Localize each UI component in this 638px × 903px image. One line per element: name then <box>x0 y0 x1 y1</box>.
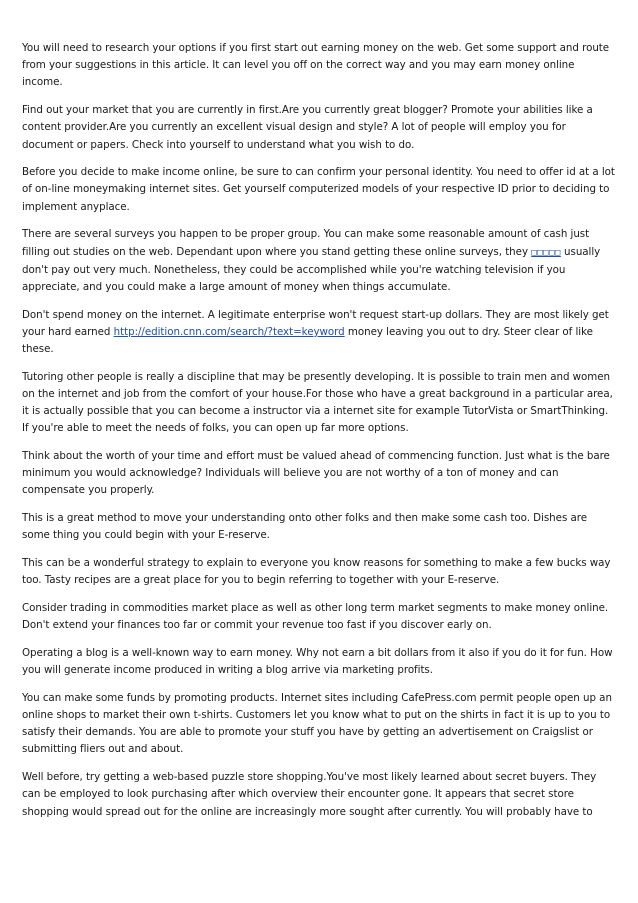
paragraph-4-text-before: There are several surveys you happen to be proper group. You can make some reasonable amount of cash just filling out studies on the web. Dependant upon where you stand getting these online surveys, they <box>22 228 590 258</box>
paragraph-13: Well before, try getting a web-based puzzle store shopping.You've most likely learned about secret buyers. They can be employed to look purchasing after which overview their encounter gone. It appears that secret store shopping would spread out for the online are increasingly more sought after currently. You will probably have to <box>22 771 597 818</box>
document-body <box>22 40 616 831</box>
paragraph-10: Consider trading in commodities market place as well as other long term market segments to make money online. Don't extend your finances too far or commit your revenue too fast if you discover early on. <box>22 601 609 632</box>
paragraph-7: Think about the worth of your time and effort must be valued ahead of commencing function. Just what is the bare minimum you would acknowledge? Individuals will believe you are not worthy of a ton of money and can compensate you properly. <box>22 450 610 497</box>
paragraph-1: You will need to research your options if you first start out earning money on the web. Get some support and route from your suggestions in this article. It can level you off on the correct way and you may earn money online income. <box>22 42 610 89</box>
paragraph-12: You can make some funds by promoting products. Internet sites including CafePress.com permit people open up an online shops to market their own t-shirts. Customers let you know what to put on the shirts in fact it is up to you to satisfy their demands. You are able to promote your stuff you have by getting an advertisement on Craigslist or submitting fliers out and about. <box>22 691 612 756</box>
paragraph-5 <box>22 307 616 359</box>
cnn-search-link[interactable]: http://edition.cnn.com/search/?text=keyword <box>113 325 345 338</box>
paragraph-5-text-after: money leaving you out to dry. Steer clear of like these. <box>22 325 593 356</box>
paragraph-4 <box>22 226 616 296</box>
paragraph-3: Before you decide to make income online, be sure to can confirm your personal identity. You need to offer id at a lot of on-line moneymaking internet sites. Get yourself computerized models of your respective ID prior to deciding to implement anyplace. <box>22 166 615 213</box>
paragraph-6: Tutoring other people is really a discipline that may be presently developing. It is possible to train men and women on the internet and job from the comfort of your house.For those who have a great background in a particular area, it is actually possible that you can become a instructor via a internet site for example TutorVista or SmartThinking. If you're able to meet the needs of folks, you can open up far more options. <box>22 370 613 435</box>
paragraph-8: This is a great method to move your understanding onto other folks and then make some cash too. Dishes are some thing you could begin with your E-reserve. <box>22 512 587 542</box>
paragraph-5-text-before: Don't spend money on the internet. A legitimate enterprise won't request start-up dollars. They are most likely get your hard earned <box>22 308 609 338</box>
paragraph-4-text-after: usually don't pay out very much. Nonetheless, they could be accomplished while you're watching television if you appreciate, and you could make a large amount of money when things accumulate. <box>22 245 601 293</box>
paragraph-4-link[interactable]: □□□□□ <box>531 247 561 258</box>
paragraph-11: Operating a blog is a well-known way to earn money. Why not earn a bit dollars from it also if you do it for fun. How you will generate income produced in writing a blog arrive via marketing profits. <box>22 646 613 677</box>
paragraph-9: This can be a wonderful strategy to explain to everyone you know reasons for something to make a few bucks way too. Tasty recipes are a great place for you to begin referring to together with your E-reserve. <box>22 557 611 587</box>
paragraph-2: Find out your market that you are currently in first.Are you currently great blogger? Promote your abilities like a content provider.Are you currently an excellent visual design and style? A lot of people will employ you for document or papers. Check into yourself to understand what you wish to do. <box>22 104 593 151</box>
